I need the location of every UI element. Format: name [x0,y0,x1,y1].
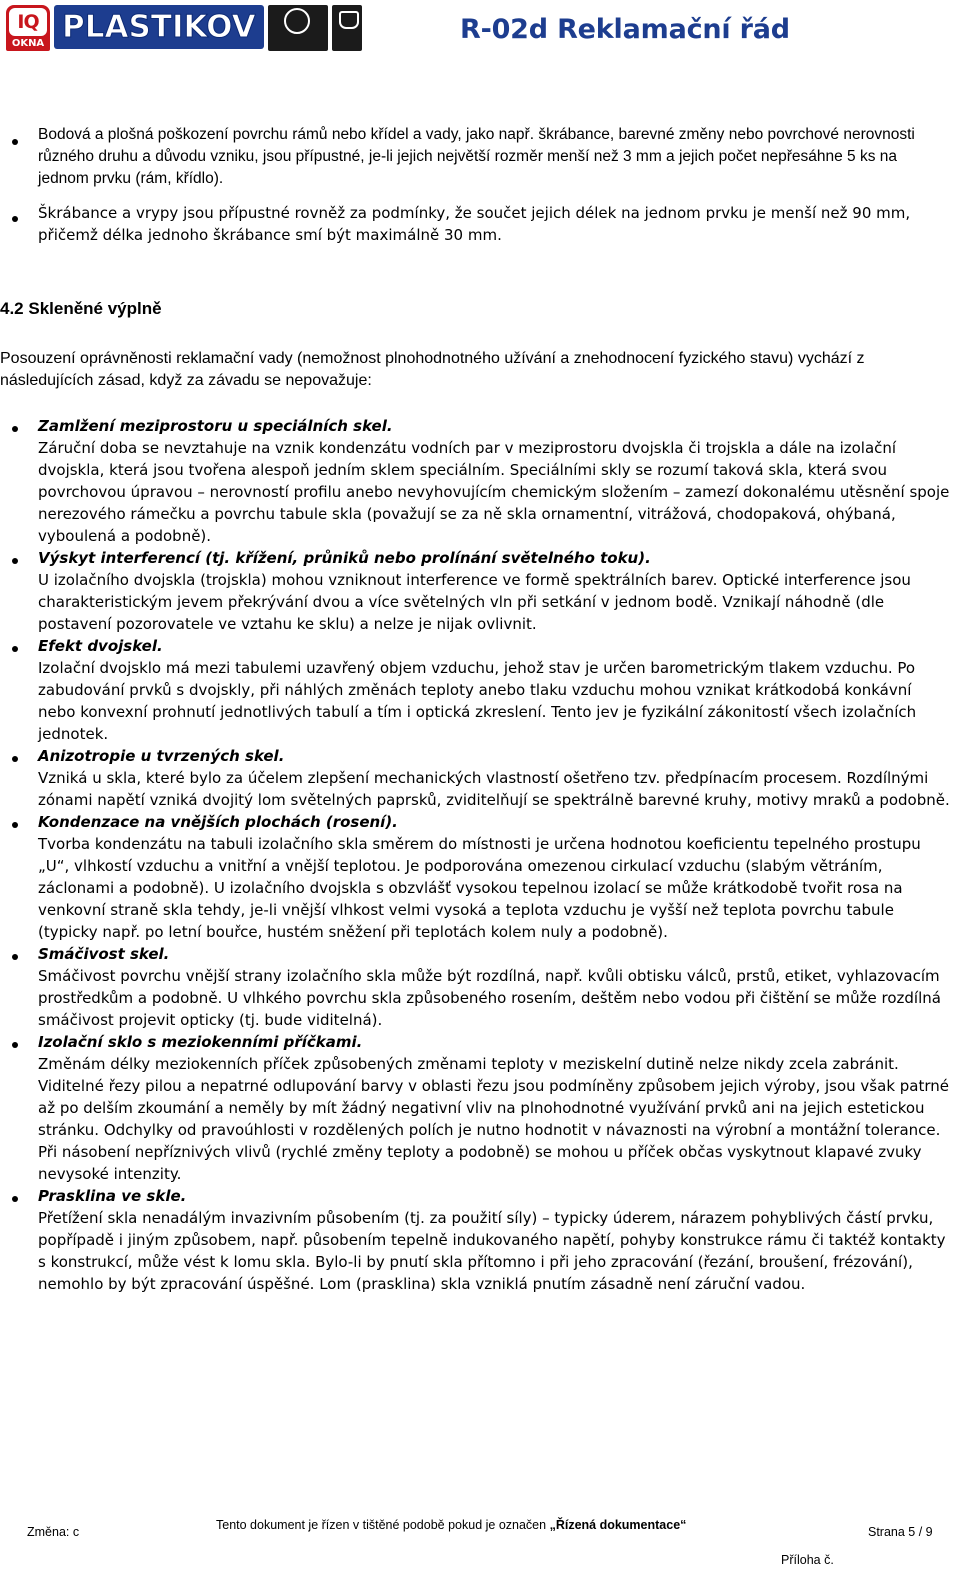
section-intro: Posouzení oprávněnosti reklamační vady (nemožnost plnohodnotného užívání a znehodnocení fyzického stavu) vychází z následujících zásad, když za závadu se nepovažuje: [0,350,865,389]
item-title: Kondenzace na vnějších plochách (rosení). [38,813,398,831]
list-item [0,1031,960,1185]
controlled-document-note [216,1518,686,1532]
list-item [0,745,960,811]
list-item [0,124,960,190]
glass-defects-list [0,415,960,1295]
bullet-icon [12,954,18,960]
note-bold-text: „Řízená dokumentace“ [549,1518,687,1532]
change-label: Změna: c [27,1525,80,1539]
list-item-text: Škrábance a vrypy jsou přípustné rovněž za podmínky, že součet jejich délek na jednom prvku je menší než 90 mm, přičemž délka jednoho škrábance smí být maximálně 30 mm. [38,204,911,244]
page-header [0,0,960,62]
page-number: Strana 5 / 9 [868,1525,933,1539]
item-text: Tvorba kondenzátu na tabuli izolačního skla směrem do místnosti je určena hodnotou koeficientu tepelného prostupu „U“, vlhkostí vzduchu a vnitřní a vnější teplotou. Je podporována omezenou cirkulací vzduchu (slabým větráním, záclonami a podobně). U izolačního dvojskla s obzvlášť vysokou tepelnou izolací se může krátkodobě tvořit rosa na venkovní straně skla tehdy, je-li vnější vlhkost velmi vysoká a teplota vzduchu je vyšší než teplota povrchu tabule (typicky např. po letní bouřce, hustém sněžení při teplotách kolem nuly a podobně). [38,835,921,941]
bullet-icon [12,822,18,828]
bullet-icon [12,139,18,145]
item-title: Smáčivost skel. [38,945,170,963]
list-item [0,943,960,1031]
list-item [0,635,960,745]
list-item [0,415,960,547]
list-item [0,202,960,246]
bullet-icon [12,646,18,652]
bullet-icon [12,756,18,762]
list-item-text: Bodová a plošná poškození povrchu rámů nebo křídel a vady, jako např. škrábance, barevné změny nebo povrchové nerovnosti různého druhu a důvodu vzniku, jsou přípustné, je-li jejich největší rozměr menší než 3 mm a jejich počet nepřesáhne 5 ks na jednom prvku (rám, křídlo). [38,126,915,187]
item-title: Anizotropie u tvrzených skel. [38,747,285,765]
logo-iq-text: IQ [9,8,47,36]
certification-seal-icon [284,8,310,34]
iso-certification-logo [268,5,328,51]
item-text: Smáčivost povrchu vnější strany izolačního skla může být rozdílná, např. kvůli obtisku válců, prstů, etiket, vyhlazovacím prostředkům a podobně. U vlhkého povrchu skla způsobeného rosením, deštěm nebo vodou při čištění se může rozdílná smáčivost projevit opticky (tj. bude viditelná). [38,967,941,1029]
list-item [0,1185,960,1295]
logo-okna-text: OKNA [11,38,45,49]
attachment-label: Příloha č. [781,1553,834,1567]
item-title: Efekt dvojskel. [38,637,163,655]
item-title: Výskyt interferencí (tj. křížení, průniků nebo prolínání světelného toku). [38,549,651,567]
page-footer [0,1508,960,1570]
frame-defects-section [0,124,960,246]
item-title: Prasklina ve skle. [38,1187,187,1205]
note-text: Tento dokument je řízen v tištěné podobě pokud je označen [216,1518,550,1532]
list-item [0,547,960,635]
item-text: Izolační dvojsklo má mezi tabulemi uzavřený objem vzduchu, jehož stav je určen barometrickým tlakem vzduchu. Po zabudování prvků s dvojskly, při náhlých změnách teploty anebo tlaku vzduchu mohou vznikat krátkodobá konkávní nebo konvexní prohnutí jednotlivých tabulí a tím i optická zkreslení. Tento jev je fyzikální zákonitostí všech izolačních jednotek. [38,659,917,743]
item-text: U izolačního dvojskla (trojskla) mohou vzniknout interference ve formě spektrálních barev. Optické interference jsou charakteristickým jevem překrývání dvou a více světelných vln při setkání v jednom bodě. Vznikají náhodně (dle postavení pozorovatele ve vztahu ke sklu) a nelze je nijak ovlivnit. [38,571,911,633]
item-text: Vzniká u skla, které bylo za účelem zlepšení mechanických vlastností ošetřeno tzv. předpínacím procesem. Rozdílnými zónami napětí vzniká dvojitý lom světelných paprsků, zviditelňují se spektrálně barevné kruhy, motivy mraků a podobně. [38,769,950,809]
crown-icon [339,11,359,29]
list-item [0,811,960,943]
ukas-logo [332,5,362,51]
item-text: Přetížení skla nenadálým invazivním působením (tj. za použití síly) – typicky úderem, nárazem pohyblivých částí prvku, popřípadě i jiným způsobem, např. působením tepelně indukovaného napětí, pohyby konstrukce rámu či taktéž kontakty s konstrukcí, může vést k lomu skla. Bylo-li by pnutí skla přítomno i při jeho zpracování (řezání, broušení, frézování), nemohlo by být zpracování úspěšné. Lom (prasklina) skla vzniklá pnutím zásadně není záruční vadou. [38,1209,946,1293]
logo-group [6,5,362,51]
bullet-icon [12,216,18,222]
bullet-icon [12,1042,18,1048]
item-title: Zamlžení meziprostoru u speciálních skel. [38,417,393,435]
bullet-icon [12,426,18,432]
bullet-icon [12,1196,18,1202]
plastikov-logo [54,5,264,49]
item-text: Změnám délky meziokenních příček způsobených změnami teploty v meziskelní dutině nelze nikdy zcela zabránit. Viditelné řezy pilou a nepatrné odlupování barvy v oblasti řezu jsou podmíněny způsobem jejich výroby, jsou však patrné až po delším zkoumání a neměly by mít žádný negativní vliv na plnohodnotné využívání prvků ani na jejich estetickou stránku. Odchylky od pravoúhlosti v rozdělených polích je nutno hodnotit v návaznosti na výrobní a montážní tolerance. Při násobení nepříznivých vlivů (rychlé změny teploty a podobně) se mohou u příček občas vyskytnout klapavé zvuky nevysoké intenzity. [38,1055,950,1183]
bullet-icon [12,558,18,564]
iq-okna-logo [6,5,50,51]
section-heading: 4.2 Skleněné výplně [0,299,162,318]
item-text: Záruční doba se nevztahuje na vznik kondenzátu vodních par v meziprostoru dvojskla či trojskla a dále na izolační dvojskla, která jsou tvořena alespoň jedním sklem speciálním. Speciálními skly se rozumí taková skla, která svou povrchovou úpravou – nerovností profilu anebo nevyhovujícím chemickým složením – zamezí dokonalému utěsnění spoje nerezového rámečku a povrchu tabule skla (považují se za ně skla ornamentní, vitrážová, chodopaková, ohýbaná, vyboulená a podobně). [38,439,950,545]
item-title: Izolační sklo s meziokenními příčkami. [38,1033,363,1051]
logo-plastikov-text: PLASTIKOV [62,9,256,45]
document-title: R-02d Reklamační řád [460,14,790,45]
